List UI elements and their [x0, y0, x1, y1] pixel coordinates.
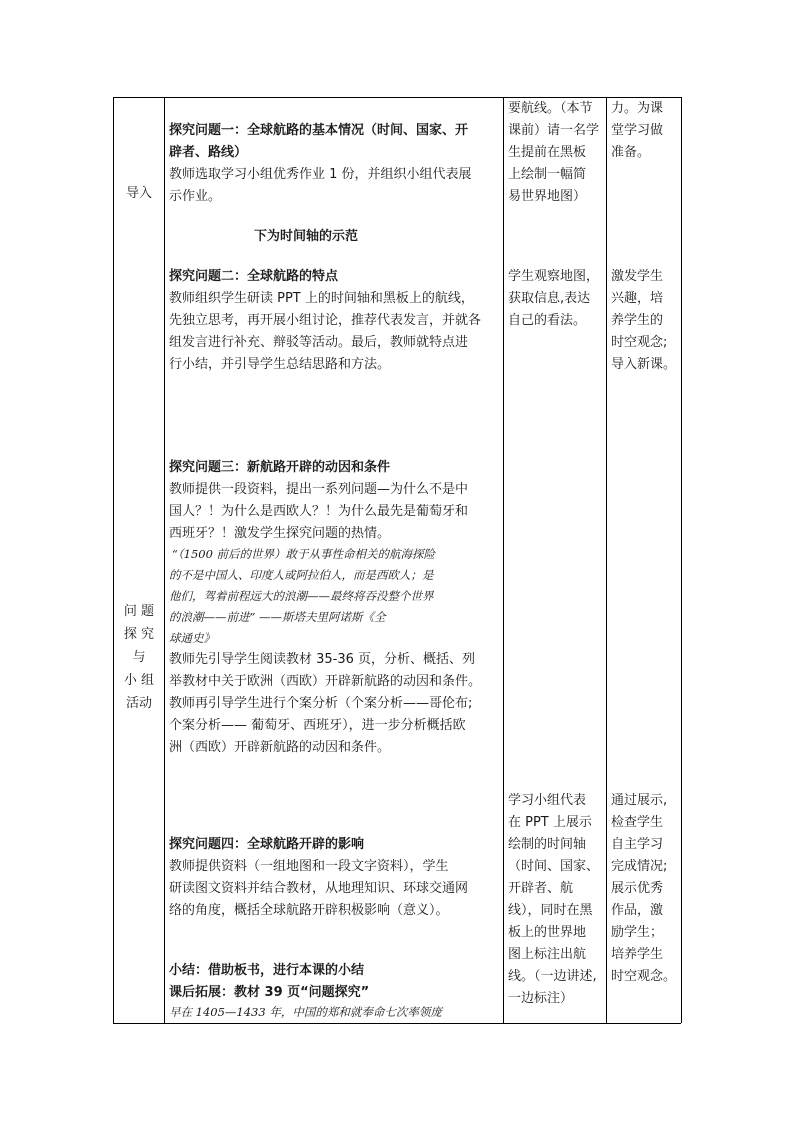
column-divider-3: [606, 97, 607, 1023]
question-3-body: 西班牙？！激发学生探究问题的热情。: [169, 526, 391, 541]
student-activity-line: 课前）请一名学: [508, 123, 600, 138]
student-activity-line: 在 PPT 上展示: [508, 815, 592, 830]
design-purpose-line: 激发学生: [611, 269, 664, 284]
design-purpose-line: 时空观念。: [611, 969, 677, 984]
question-3-body: 教师提供一段资料，提出一系列问题—为什么不是中: [169, 482, 469, 497]
design-purpose-line: 自主学习: [611, 837, 664, 852]
design-purpose-line: 展示优秀: [611, 881, 664, 896]
question-2-body: 行小结，并引导学生总结思路和方法。: [169, 357, 391, 372]
question-3-body: 国人？！为什么是西欧人？！为什么最先是葡萄牙和: [169, 504, 469, 519]
student-activity-line: 线。（一边讲述,: [508, 969, 597, 984]
design-purpose-line: 准备。: [611, 145, 651, 160]
student-activity-line: 生提前在黑板: [508, 145, 587, 160]
question-3-body-2: 个案分析—— 葡萄牙、西班牙），进一步分析概括欧: [169, 718, 466, 733]
question-1-title: 辟者、路线）: [169, 145, 248, 160]
design-purpose-line: 养学生的: [611, 313, 664, 328]
student-activity-line: 图上标注出航: [508, 947, 587, 962]
stage-explore-line: 与: [132, 650, 146, 665]
table-bottom-border: [113, 1023, 681, 1024]
stage-explore-line: 小 组: [123, 673, 155, 688]
question-3-quote: 的不是中国人、印度人或阿拉伯人，而是西欧人；是: [169, 568, 434, 582]
question-1-body: 教师选取学习小组优秀作业 1 份，并组织小组代表展: [169, 167, 472, 182]
table-right-border: [681, 97, 682, 1023]
student-activity-line: 获取信息,表达: [508, 291, 591, 306]
question-3-body-2: 举教材中关于欧洲（西欧）开辟新航路的动因和条件。: [169, 674, 482, 689]
question-3-body-2: 洲（西欧）开辟新航路的动因和条件。: [169, 740, 391, 755]
question-3-quote: 他们，驾着前程远大的浪潮——最终将吞没整个世界: [169, 589, 434, 603]
student-activity-line: 自己的看法。: [508, 313, 587, 328]
column-divider-1: [164, 97, 165, 1023]
design-purpose-line: 导入新课。: [611, 357, 677, 372]
design-purpose-line: 完成情况;: [611, 859, 668, 874]
question-3-quote: 球通史》: [169, 631, 215, 645]
design-purpose-line: 时空观念;: [611, 335, 668, 350]
question-2-title: 探究问题二：全球航路的特点: [169, 269, 339, 284]
question-4-body: 研读图文资料并结合教材，从地理知识、环球交通网: [169, 881, 469, 896]
question-3-quote: 的浪潮——前进” ——斯塔夫里阿诺斯《全: [169, 610, 386, 624]
question-4-body: 络的角度，概括全球航路开辟积极影响（意义）。: [169, 903, 449, 918]
after-class-extension: 课后拓展：教材 39 页“问题探究”: [169, 985, 370, 1000]
stage-explore-line: 问 题: [123, 604, 155, 619]
table-left-border: [113, 97, 114, 1023]
table-top-border: [113, 97, 681, 98]
question-3-title: 探究问题三：新航路开辟的动因和条件: [169, 460, 391, 475]
design-purpose-line: 作品，激: [611, 903, 664, 918]
question-2-body: 先独立思考，再开展小组讨论，推荐代表发言，并就各: [169, 313, 482, 328]
question-3-body-2: 教师先引导学生阅读教材 35-36 页，分析、概括、列: [169, 652, 476, 667]
student-activity-line: 学生观察地图，: [508, 269, 600, 284]
design-purpose-line: 励学生；: [611, 925, 664, 940]
student-activity-line: 易世界地图）: [508, 189, 587, 204]
question-2-body: 教师组织学生研读 PPT 上的时间轴和黑板上的航线，: [169, 291, 474, 306]
question-4-title: 探究问题四：全球航路开辟的影响: [169, 837, 365, 852]
student-activity-line: 绘制的时间轴: [508, 837, 587, 852]
question-1-title: 探究问题一：全球航路的基本情况（时间、国家、开: [169, 123, 469, 138]
extension-quote: 早在 1405—1433 年，中国的郑和就奉命七次率领庞: [169, 1005, 442, 1019]
stage-explore-line: 探 究: [123, 627, 155, 642]
question-1-body: 示作业。: [169, 189, 222, 204]
student-activity-line: 板上的世界地: [508, 925, 587, 940]
lesson-summary: 小结：借助板书，进行本课的小结: [169, 963, 365, 978]
student-activity-line: 一边标注）: [508, 991, 574, 1006]
question-2-body: 组发言进行补充、辩驳等活动。最后，教师就特点进: [169, 335, 469, 350]
stage-intro-label: 导入: [125, 186, 152, 201]
student-activity-line: 开辟者、航: [508, 881, 574, 896]
question-3-quote: “（1500 前后的世界）敢于从事性命相关的航海探险: [172, 547, 436, 561]
design-purpose-line: 兴趣，培: [611, 291, 664, 306]
design-purpose-line: 堂学习做: [611, 123, 664, 138]
question-4-body: 教师提供资料（一组地图和一段文字资料），学生: [169, 859, 449, 874]
design-purpose-line: 检查学生: [611, 815, 664, 830]
design-purpose-line: 培养学生: [611, 947, 664, 962]
stage-explore-line: 活动: [125, 696, 152, 711]
column-divider-2: [503, 97, 504, 1023]
student-activity-line: 上绘制一幅简: [508, 167, 587, 182]
design-purpose-line: 力。为课: [611, 101, 664, 116]
student-activity-line: （时间、国家、: [508, 859, 600, 874]
timeline-caption: 下为时间轴的示范: [254, 229, 359, 244]
design-purpose-line: 通过展示,: [611, 793, 668, 808]
student-activity-line: 线），同时在黑: [508, 903, 593, 918]
student-activity-line: 学习小组代表: [508, 793, 587, 808]
question-3-body-2: 教师再引导学生进行个案分析（个案分析——哥伦布;: [169, 696, 473, 711]
student-activity-line: 要航线。（本节: [508, 101, 593, 116]
